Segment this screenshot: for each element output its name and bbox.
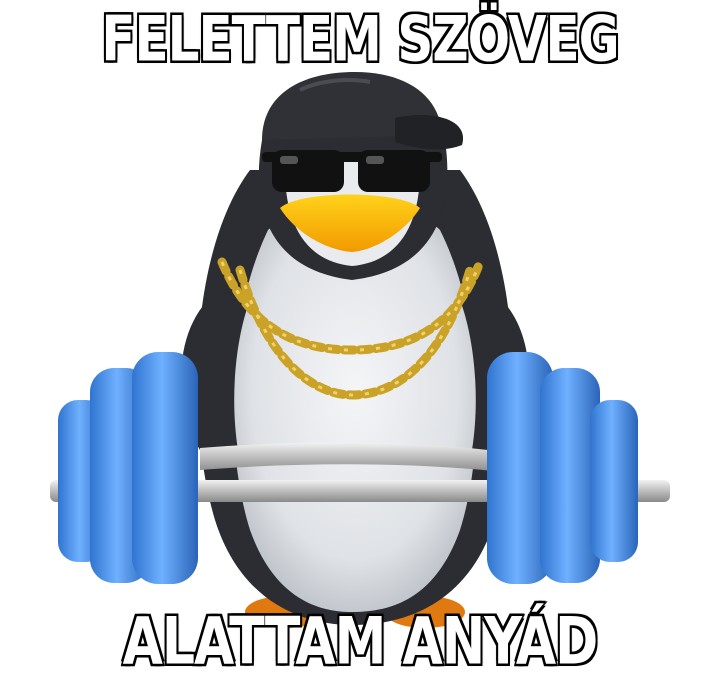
penguin-body <box>197 103 513 626</box>
bottom-caption: ALATTAM ANYÁD <box>122 604 598 680</box>
top-caption: FELETTEM SZÖVEG <box>101 2 619 76</box>
